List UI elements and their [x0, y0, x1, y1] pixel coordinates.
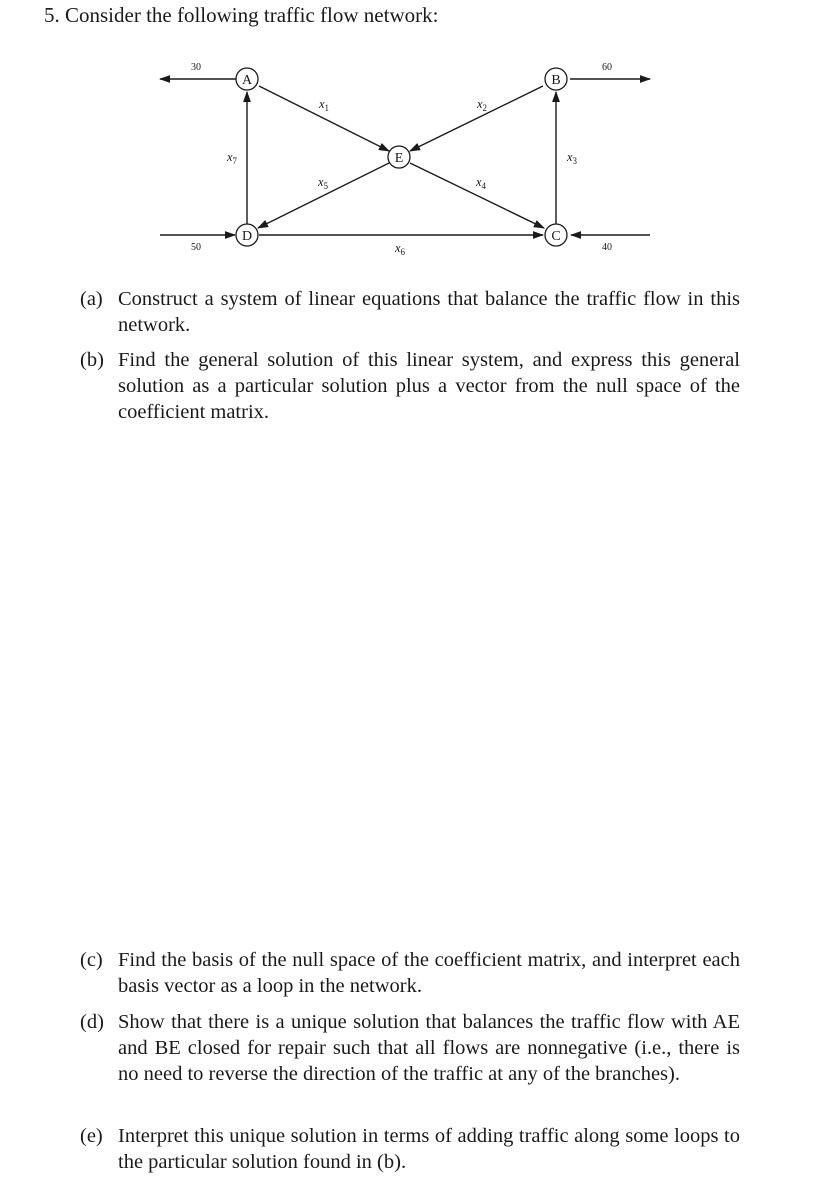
label-x3: $x_3$ [566, 150, 578, 166]
flow-in-C-value: 40 [602, 242, 612, 253]
part-b-text: Find the general solution of this linear system, and express this general solution as a particular solution plus a vector from the null space of the coefficient matrix. [118, 349, 740, 423]
edge-x2 [410, 86, 543, 151]
part-c-tag: (c) [80, 949, 103, 971]
node-D-label: D [241, 229, 253, 244]
node-A-label: A [241, 73, 253, 88]
label-x5: $x_5$ [317, 175, 329, 191]
flow-out-A-value: 30 [191, 62, 201, 73]
label-x2: $x_2$ [476, 97, 488, 113]
part-a-text: Construct a system of linear equations that balance the traffic flow in this network. [118, 288, 740, 336]
label-x6: $x_6$ [394, 241, 406, 257]
part-e [80, 1123, 740, 1175]
part-e-tag: (e) [80, 1125, 103, 1147]
part-e-text: Interpret this unique solution in terms of adding traffic along some loops to the particular solution found in (b). [118, 1125, 740, 1173]
label-x4: $x_4$ [475, 175, 487, 191]
part-c [80, 947, 740, 999]
flow-out-B-value: 60 [602, 62, 612, 73]
part-d-tag: (d) [80, 1011, 104, 1033]
label-x1: $x_1$ [318, 97, 330, 113]
part-a [80, 286, 740, 338]
node-E-label: E [394, 151, 404, 166]
node-B-label: B [551, 73, 561, 88]
edge-x1 [259, 86, 389, 151]
part-d-text: Show that there is a unique solution that balances the traffic flow with AE and BE closed for repair such that all flows are nonnegative (i.e., there is no need to reverse the direction of the traffic at any of the branches). [118, 1011, 740, 1085]
edge-x4 [410, 163, 544, 228]
label-x7: $x_7$ [226, 150, 238, 166]
part-d [80, 1009, 740, 1087]
flow-in-D-value: 50 [191, 242, 201, 253]
edge-x5 [258, 163, 389, 228]
part-c-text: Find the basis of the null space of the coefficient matrix, and interpret each basis vector as a loop in the network. [118, 949, 740, 997]
node-C-label: C [551, 229, 561, 244]
part-b [80, 347, 740, 425]
part-a-tag: (a) [80, 288, 103, 310]
traffic-network-diagram [0, 0, 828, 280]
part-b-tag: (b) [80, 349, 104, 371]
problem-heading: 5. Consider the following traffic flow network: [44, 3, 439, 27]
